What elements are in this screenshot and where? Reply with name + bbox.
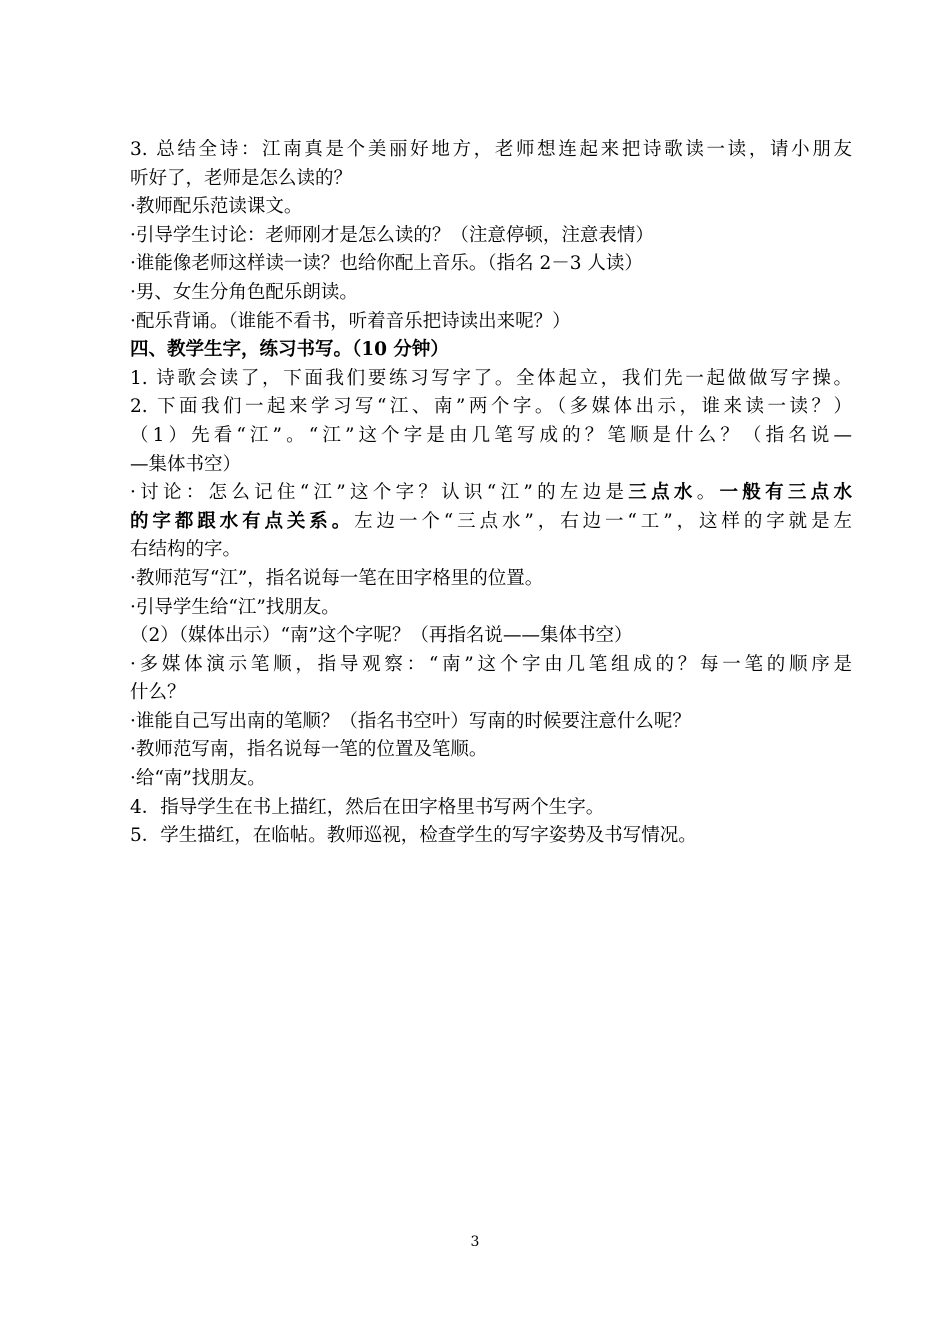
discussion-text: ·讨论：怎么记住“江”这个字？认识“江”的左边是 [130, 482, 629, 504]
bullet-line: ·引导学生给“江”找朋友。 [130, 596, 340, 618]
paragraph-line: （2）（媒体出示）“南”这个字呢？（再指名说——集体书空） [130, 625, 633, 647]
section-heading: 四、教学生字，练习书写。（10 分钟） [130, 339, 449, 361]
punctuation: 。 [696, 482, 720, 504]
paragraph-line: —集体书空） [130, 453, 242, 475]
bullet-line: ·教师范写南，指名说每一笔的位置及笔顺。 [130, 739, 488, 761]
bullet-line: ·引导学生讨论：老师刚才是怎么读的？（注意停顿，注意表情） [130, 224, 654, 246]
discussion-text: 左边一个“三点水”，右边一“工”，这样的字就是左 [354, 510, 852, 532]
discussion-line [130, 479, 852, 508]
bullet-line: ·男、女生分角色配乐朗读。 [130, 281, 358, 303]
bullet-line: ·教师配乐范读课文。 [130, 196, 303, 218]
paragraph-line: 5．学生描红，在临帖。教师巡视，检查学生的写字姿势及书写情况。 [130, 825, 697, 847]
emphasis-text: 的字都跟水有点关系。 [130, 510, 355, 532]
emphasis-text: 一般有三点水 [719, 482, 852, 504]
bullet-line: ·多媒体演示笔顺，指导观察：“南”这个字由几笔组成的？每一笔的顺序是 [130, 653, 852, 675]
paragraph-line: 什么？ [130, 682, 186, 704]
bullet-line: ·教师范写“江”，指名说每一笔在田字格里的位置。 [130, 567, 544, 589]
bullet-line: ·谁能像老师这样读一读？也给你配上音乐。（指名 2－3 人读） [130, 253, 643, 275]
document-body [130, 136, 852, 851]
bullet-line: ·给“南”找朋友。 [130, 768, 266, 790]
paragraph-line: 3. 总结全诗：江南真是个美丽好地方，老师想连起来把诗歌读一读，请小朋友 [130, 139, 852, 160]
paragraph-line: 2. 下面我们一起来学习写“江、南”两个字。（多媒体出示，谁来读一读？） [130, 396, 852, 418]
discussion-line [130, 508, 852, 537]
paragraph-line: 1. 诗歌会读了，下面我们要练习写字了。全体起立，我们先一起做做写字操。 [130, 367, 852, 389]
page-number: 3 [470, 1234, 480, 1250]
paragraph-line: 听好了，老师是怎么读的？ [130, 167, 353, 189]
paragraph-line: （1）先看“江”。“江”这个字是由几笔写成的？笔顺是什么？（指名说— [130, 424, 852, 446]
paragraph-line: 右结构的字。 [130, 539, 242, 561]
paragraph-line: 4．指导学生在书上描红，然后在田字格里书写两个生字。 [130, 796, 605, 818]
bullet-line: ·配乐背诵。（谁能不看书，听着音乐把诗读出来呢？） [130, 310, 571, 332]
emphasis-text: 三点水 [628, 482, 697, 504]
bullet-line: ·谁能自己写出南的笔顺？（指名书空叶）写南的时候要注意什么呢？ [130, 710, 691, 732]
